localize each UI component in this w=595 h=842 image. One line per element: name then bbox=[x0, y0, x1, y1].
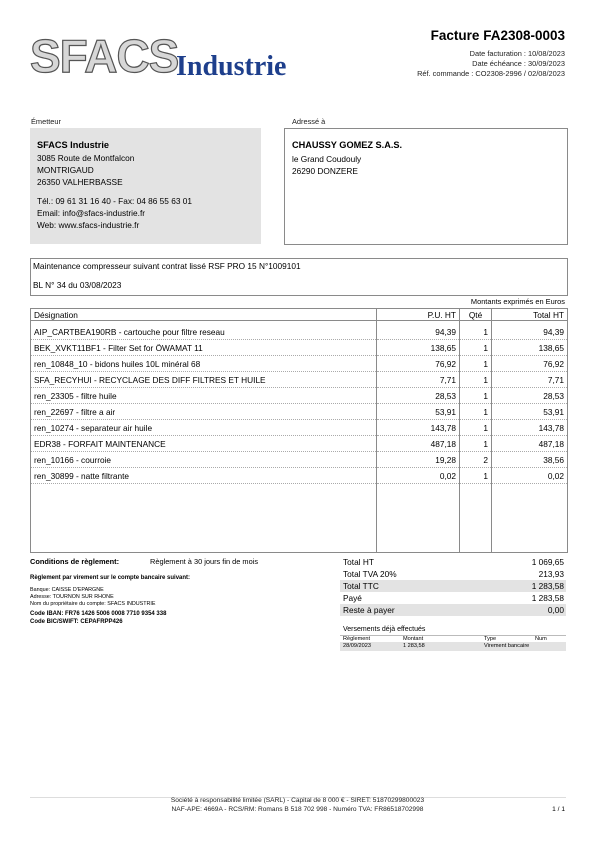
transfer-title: Règlement par virement sur le compte bancaire suivant: bbox=[30, 575, 191, 581]
row-unit-price: 76,92 bbox=[377, 356, 459, 372]
row-designation: AIP_CARTBEA190RB - cartouche pour filtre reseau bbox=[31, 324, 376, 340]
payments-header-type: Type bbox=[484, 636, 497, 642]
table-row bbox=[30, 468, 568, 484]
total-value: 1 283,58 bbox=[531, 593, 564, 603]
row-unit-price: 487,18 bbox=[377, 436, 459, 452]
emitter-label: Émetteur bbox=[31, 117, 61, 126]
footer-legal-line-2: NAF-APE: 4669A - RCS/RM: Romans B 518 702 998 - Numéro TVA: FR86518702998 bbox=[171, 806, 424, 813]
row-designation: ren_22697 - filtre a air bbox=[31, 404, 376, 420]
row-unit-price: 19,28 bbox=[377, 452, 459, 468]
total-label: Total TTC bbox=[343, 581, 379, 591]
row-total: 7,71 bbox=[492, 372, 567, 388]
payment-date: 28/09/2023 bbox=[343, 643, 371, 649]
contract-description: Maintenance compresseur suivant contrat lissé RSF PRO 15 N°1009101 bbox=[33, 261, 301, 271]
table-row bbox=[30, 388, 568, 404]
row-unit-price: 143,78 bbox=[377, 420, 459, 436]
row-quantity: 2 bbox=[460, 452, 491, 468]
payment-terms-label: Conditions de règlement: bbox=[30, 557, 120, 566]
row-designation: ren_10166 - courroie bbox=[31, 452, 376, 468]
order-reference: Réf. commande : CO2308-2996 / 02/08/2023 bbox=[417, 69, 565, 78]
payments-header-num: Num bbox=[535, 636, 547, 642]
header-designation: Désignation bbox=[30, 308, 377, 321]
emitter-address-line: 26350 VALHERBASSE bbox=[37, 177, 123, 187]
footer-legal-line-1: Société à responsabilité limitée (SARL) - Capital de 8 000 € - SIRET: 51870299800023 bbox=[170, 797, 425, 804]
row-quantity: 1 bbox=[460, 436, 491, 452]
emitter-address-line: 3085 Route de Montfalcon bbox=[37, 153, 135, 163]
row-unit-price: 28,53 bbox=[377, 388, 459, 404]
total-row bbox=[340, 568, 566, 580]
table-row bbox=[30, 452, 568, 468]
total-value: 1 283,58 bbox=[531, 581, 564, 591]
page-number: 1 / 1 bbox=[552, 806, 565, 813]
row-total: 28,53 bbox=[492, 388, 567, 404]
row-unit-price: 53,91 bbox=[377, 404, 459, 420]
bank-name: Banque: CAISSE D'EPARGNE bbox=[30, 587, 104, 593]
row-total: 94,39 bbox=[492, 324, 567, 340]
invoice-title: Facture FA2308-0003 bbox=[430, 28, 565, 43]
total-value: 213,93 bbox=[538, 569, 564, 579]
payments-divider bbox=[340, 635, 566, 636]
total-label: Reste à payer bbox=[343, 605, 395, 615]
row-total: 138,65 bbox=[492, 340, 567, 356]
payments-title: Versements déjà effectués bbox=[343, 626, 426, 633]
row-quantity: 1 bbox=[460, 388, 491, 404]
payment-amount: 1 283,58 bbox=[403, 643, 425, 649]
emitter-name: SFACS Industrie bbox=[37, 140, 109, 150]
emitter-phone-fax: Tél.: 09 61 31 16 40 - Fax: 04 86 55 63 01 bbox=[37, 196, 192, 206]
row-quantity: 1 bbox=[460, 404, 491, 420]
row-total: 38,56 bbox=[492, 452, 567, 468]
emitter-website: Web: www.sfacs-industrie.fr bbox=[37, 220, 140, 230]
recipient-address-line: 26290 DONZERE bbox=[292, 166, 358, 176]
row-designation: ren_30899 - natte filtrante bbox=[31, 468, 376, 484]
bic-swift: Code BIC/SWIFT: CEPAFRPP426 bbox=[30, 619, 123, 625]
row-designation: ren_23305 - filtre huile bbox=[31, 388, 376, 404]
table-row bbox=[30, 340, 568, 356]
row-quantity: 1 bbox=[460, 324, 491, 340]
row-quantity: 1 bbox=[460, 356, 491, 372]
table-row bbox=[30, 436, 568, 452]
row-designation: ren_10848_10 - bidons huiles 10L minéral 68 bbox=[31, 356, 376, 372]
row-total: 53,91 bbox=[492, 404, 567, 420]
row-unit-price: 0,02 bbox=[377, 468, 459, 484]
row-unit-price: 94,39 bbox=[377, 324, 459, 340]
row-designation: BEK_XVKT11BF1 - Filter Set for ÖWAMAT 11 bbox=[31, 340, 376, 356]
total-row bbox=[340, 580, 566, 592]
currency-note: Montants exprimés en Euros bbox=[470, 297, 565, 306]
row-total: 76,92 bbox=[492, 356, 567, 372]
total-label: Total HT bbox=[343, 557, 374, 567]
table-row bbox=[30, 372, 568, 388]
bank-address: Adresse: TOURNON SUR RHONE bbox=[30, 594, 114, 600]
payments-header-amount: Montant bbox=[403, 636, 424, 642]
row-quantity: 1 bbox=[460, 468, 491, 484]
row-quantity: 1 bbox=[460, 372, 491, 388]
header-unit-price: P.U. HT bbox=[376, 308, 460, 321]
logo-brand: SFACS bbox=[30, 30, 179, 82]
row-total: 143,78 bbox=[492, 420, 567, 436]
table-row bbox=[30, 324, 568, 340]
row-total: 487,18 bbox=[492, 436, 567, 452]
row-quantity: 1 bbox=[460, 340, 491, 356]
row-unit-price: 7,71 bbox=[377, 372, 459, 388]
row-quantity: 1 bbox=[460, 420, 491, 436]
total-row bbox=[340, 592, 566, 604]
table-row bbox=[30, 356, 568, 372]
recipient-label: Adressé à bbox=[292, 117, 326, 126]
iban: Code IBAN: FR76 1426 5006 0008 7710 9354 338 bbox=[30, 611, 167, 617]
invoice-note-box bbox=[30, 258, 568, 296]
payment-type: Virement bancaire bbox=[484, 643, 530, 649]
total-value: 1 069,65 bbox=[531, 557, 564, 567]
row-unit-price: 138,65 bbox=[377, 340, 459, 356]
payments-row-bg bbox=[340, 642, 566, 651]
header-quantity: Qté bbox=[459, 308, 492, 321]
row-designation: ren_10274 - separateur air huile bbox=[31, 420, 376, 436]
total-value: 0,00 bbox=[547, 605, 564, 615]
payments-header-date: Règlement bbox=[343, 636, 371, 642]
recipient-address-line: le Grand Coudouly bbox=[292, 154, 362, 164]
total-row bbox=[340, 604, 566, 616]
emitter-email: Email: info@sfacs-industrie.fr bbox=[37, 208, 146, 218]
row-designation: SFA_RECYHUI - RECYCLAGE DES DIFF FILTRES ET HUILE bbox=[31, 372, 376, 388]
row-designation: EDR38 - FORFAIT MAINTENANCE bbox=[31, 436, 376, 452]
due-date: Date échéance : 30/09/2023 bbox=[472, 59, 565, 68]
account-owner: Nom du propriétaire du compte: SFACS INDUSTRIE bbox=[30, 601, 156, 607]
payment-terms-value: Règlement à 30 jours fin de mois bbox=[150, 557, 259, 566]
row-total: 0,02 bbox=[492, 468, 567, 484]
total-label: Payé bbox=[343, 593, 362, 603]
total-label: Total TVA 20% bbox=[343, 569, 397, 579]
emitter-address-line: MONTRIGAUD bbox=[37, 165, 94, 175]
table-row bbox=[30, 420, 568, 436]
delivery-note: BL N° 34 du 03/08/2023 bbox=[33, 280, 122, 290]
recipient-name: CHAUSSY GOMEZ S.A.S. bbox=[292, 140, 403, 150]
table-row bbox=[30, 404, 568, 420]
emitter-box bbox=[30, 128, 261, 244]
total-row bbox=[340, 556, 566, 568]
header-total: Total HT bbox=[491, 308, 568, 321]
recipient-box bbox=[284, 128, 568, 245]
company-logo bbox=[30, 30, 290, 82]
logo-subtitle: Industrie bbox=[176, 51, 287, 82]
invoice-date: Date facturation : 10/08/2023 bbox=[469, 49, 565, 58]
